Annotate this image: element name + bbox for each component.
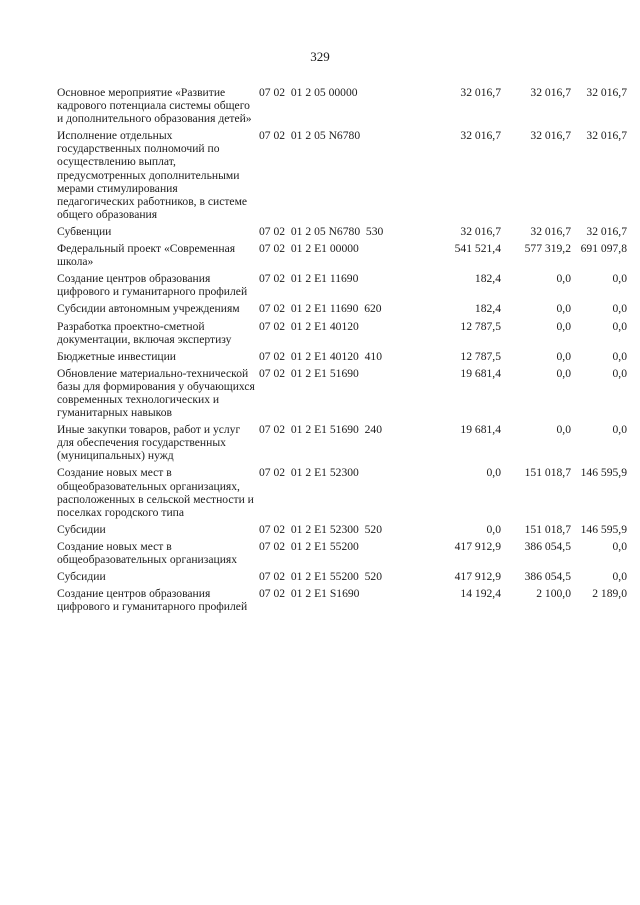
- expense-item-name: Субсидии автономным учреждениям: [57, 302, 240, 316]
- expense-item-name: Иные закупки товаров, работ и услуг для обеспечения государственных (муниципальных) нужд: [57, 423, 241, 463]
- budget-table: [57, 86, 627, 617]
- table-row: [57, 466, 627, 518]
- table-row: [57, 86, 627, 125]
- amount-col-1: 32 016,7: [460, 224, 501, 238]
- budget-classification-code: 07 02 01 2 Е1 55200 520: [259, 570, 383, 584]
- amount-col-1: 32 016,7: [460, 86, 501, 99]
- budget-classification-code: 07 02 01 2 Е1 51690: [259, 366, 359, 380]
- amount-col-3: 691 097,8: [580, 242, 627, 256]
- budget-classification-code: 07 02 01 2 05 N6780: [259, 129, 361, 143]
- table-row: [57, 367, 627, 419]
- amount-col-3: 32 016,7: [586, 86, 627, 99]
- table-row: [57, 225, 627, 238]
- budget-classification-code: 07 02 01 2 Е1 52300: [259, 466, 359, 480]
- amount-col-1: 12 787,5: [460, 319, 501, 333]
- amount-col-2: 0,0: [556, 423, 571, 437]
- amount-col-3: 0,0: [612, 319, 627, 333]
- amount-col-1: 182,4: [474, 302, 501, 316]
- amount-col-3: 2 189,0: [592, 587, 627, 601]
- amount-col-2: 577 319,2: [524, 242, 571, 256]
- amount-col-2: 0,0: [556, 302, 571, 316]
- amount-col-3: 0,0: [612, 349, 627, 363]
- page-number: 329: [310, 49, 330, 64]
- amount-col-3: 0,0: [612, 423, 627, 437]
- expense-item-name: Федеральный проект «Современная школа»: [57, 242, 236, 269]
- expense-item-name: Субсидии: [57, 570, 106, 584]
- expense-item-name: Субсидии: [57, 522, 106, 536]
- table-row: [57, 320, 627, 346]
- amount-col-2: 0,0: [556, 272, 571, 286]
- amount-col-3: 146 595,9: [580, 522, 627, 536]
- amount-col-2: 0,0: [556, 349, 571, 363]
- amount-col-1: 0,0: [486, 466, 501, 480]
- amount-col-2: 32 016,7: [530, 129, 571, 143]
- expense-item-name: Основное мероприятие «Развитие кадрового потенциала системы общего и дополнительного образования детей»: [57, 86, 252, 126]
- amount-col-3: 32 016,7: [586, 129, 627, 143]
- amount-col-3: 0,0: [612, 302, 627, 316]
- amount-col-2: 2 100,0: [536, 587, 571, 601]
- budget-classification-code: 07 02 01 2 Е1 51690 240: [259, 423, 383, 437]
- budget-classification-code: 07 02 01 2 Е1 40120 410: [259, 349, 383, 363]
- amount-col-1: 19 681,4: [460, 423, 501, 437]
- budget-classification-code: 07 02 01 2 05 00000: [259, 86, 358, 99]
- budget-classification-code: 07 02 01 2 Е1 00000: [259, 242, 359, 256]
- amount-col-1: 32 016,7: [460, 129, 501, 143]
- amount-col-3: 0,0: [612, 272, 627, 286]
- table-row: [57, 242, 627, 268]
- amount-col-1: 417 912,9: [454, 539, 501, 553]
- budget-classification-code: 07 02 01 2 Е1 11690 620: [259, 302, 382, 316]
- amount-col-1: 12 787,5: [460, 349, 501, 363]
- table-row: [57, 129, 627, 221]
- expense-item-name: Создание центров образования цифрового и гуманитарного профилей: [57, 587, 248, 614]
- amount-col-2: 386 054,5: [524, 539, 571, 553]
- expense-item-name: Обновление материально-технической базы для формирования у обучающихся современных технологических и гуманитарных навыков: [57, 366, 255, 420]
- table-row: [57, 272, 627, 298]
- amount-col-3: 0,0: [612, 570, 627, 584]
- table-row: [57, 350, 627, 363]
- amount-col-1: 14 192,4: [460, 587, 501, 601]
- expense-item-name: Создание центров образования цифрового и гуманитарного профилей: [57, 272, 248, 299]
- expense-item-name: Создание новых мест в общеобразовательных организациях, расположенных в сельской местности и поселках городского типа: [57, 466, 254, 519]
- table-row: [57, 587, 627, 613]
- amount-col-2: 0,0: [556, 319, 571, 333]
- amount-col-1: 0,0: [486, 522, 501, 536]
- budget-classification-code: 07 02 01 2 Е1 S1690: [259, 587, 360, 601]
- budget-classification-code: 07 02 01 2 Е1 55200: [259, 539, 359, 553]
- amount-col-1: 182,4: [474, 272, 501, 286]
- table-row: [57, 423, 627, 462]
- table-row: [57, 570, 627, 583]
- expense-item-name: Создание новых мест в общеобразовательных организациях: [57, 539, 238, 566]
- table-row: [57, 302, 627, 315]
- budget-classification-code: 07 02 01 2 05 N6780 530: [259, 224, 384, 238]
- amount-col-1: 19 681,4: [460, 366, 501, 380]
- amount-col-2: 32 016,7: [530, 86, 571, 99]
- expense-item-name: Разработка проектно-сметной документации, включая экспертизу: [57, 319, 232, 346]
- amount-col-2: 0,0: [556, 366, 571, 380]
- expense-item-name: Исполнение отдельных государственных полномочий по осуществлению выплат, предусмотренных дополнительными мерами стимулирования педагогических работников, в системе общего образования: [57, 129, 248, 221]
- budget-classification-code: 07 02 01 2 Е1 40120: [259, 319, 359, 333]
- amount-col-1: 541 521,4: [454, 242, 501, 256]
- expense-item-name: Бюджетные инвестиции: [57, 349, 177, 363]
- expense-item-name: Субвенции: [57, 224, 112, 238]
- amount-col-2: 32 016,7: [530, 224, 571, 238]
- amount-col-1: 417 912,9: [454, 570, 501, 584]
- table-row: [57, 523, 627, 536]
- table-row: [57, 540, 627, 566]
- amount-col-2: 151 018,7: [524, 466, 571, 480]
- amount-col-3: 146 595,9: [580, 466, 627, 480]
- amount-col-3: 0,0: [612, 539, 627, 553]
- amount-col-3: 0,0: [612, 366, 627, 380]
- budget-classification-code: 07 02 01 2 Е1 11690: [259, 272, 359, 286]
- amount-col-2: 151 018,7: [524, 522, 571, 536]
- amount-col-3: 32 016,7: [586, 224, 627, 238]
- amount-col-2: 386 054,5: [524, 570, 571, 584]
- budget-classification-code: 07 02 01 2 Е1 52300 520: [259, 522, 383, 536]
